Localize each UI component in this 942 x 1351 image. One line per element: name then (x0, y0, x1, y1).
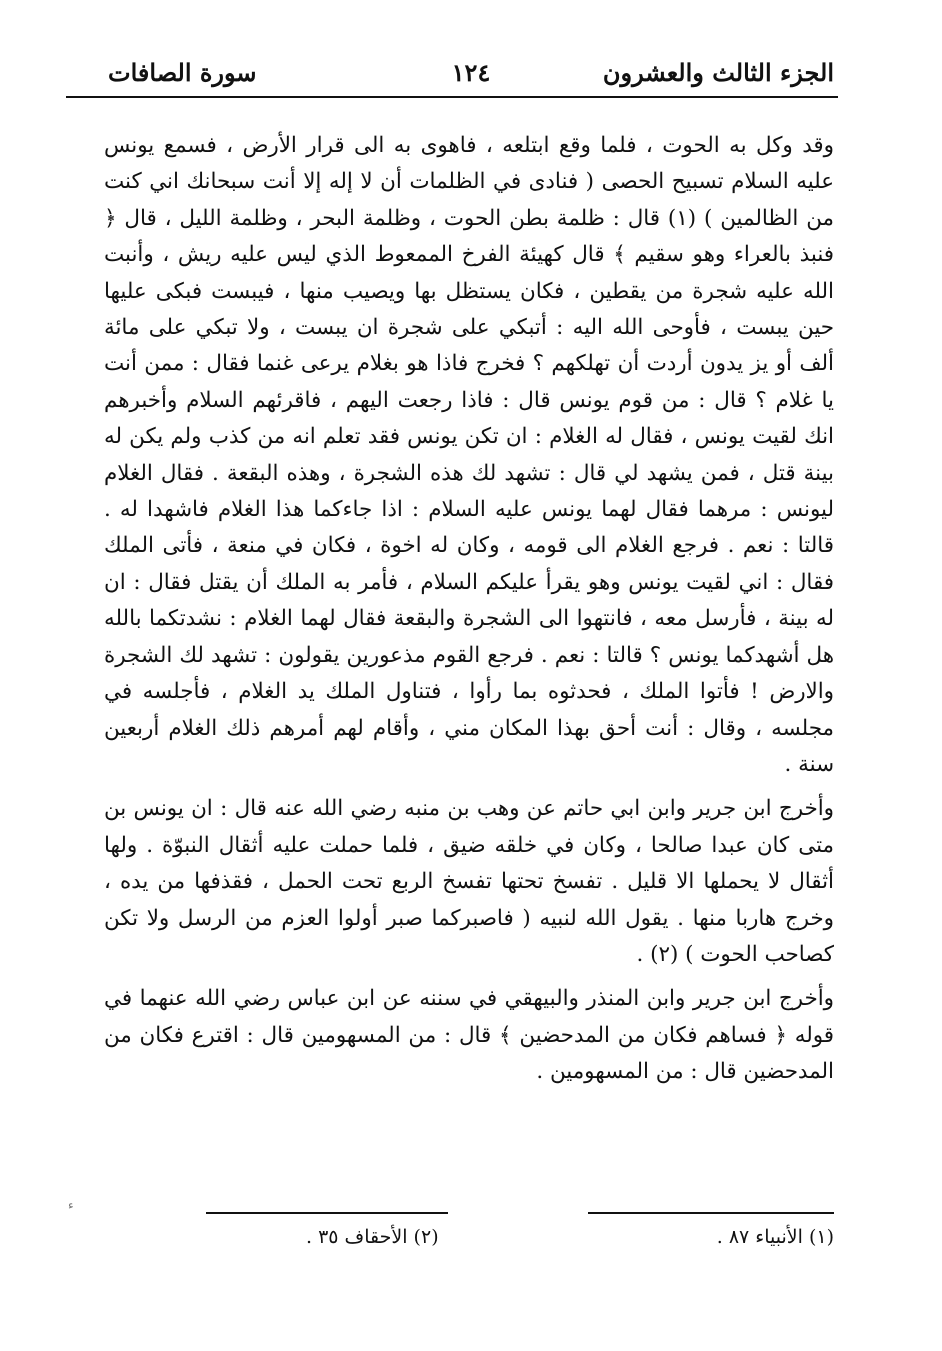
footnote-divider-right (588, 1212, 834, 1214)
paragraph-1: وقد وكل به الحوت ، فلما وقع ابتلعه ، فاهوى به الى قرار الأرض ، فسمع يونس عليه السلام تسبيح الحصى ( فنادى في الظلمات أن لا إله إلا أنت سبحانك اني كنت من الظالمين ) (١) قال : ظلمة بطن الحوت ، وظلمة البحر ، وظلمة الليل ، قال ﴿ فنبذ بالعراء وهو سقيم ﴾ قال كهيئة الفرخ الممعوط الذي ليس عليه ريش ، وأنبت الله عليه شجرة من يقطين ، فكان يستظل بها ويصيب منها ، فيبست فبكى عليها حين يبست ، فأوحى الله اليه : أتبكي على شجرة ان يبست ، ولا تبكي على مائة ألف أو يز يدون أردت أن تهلكهم ؟ فخرج فاذا هو بغلام يرعى غنما فقال : ممن أنت يا غلام ؟ قال : من قوم يونس قال : فاذا رجعت اليهم ، فاقرئهم السلام وأخبرهم انك لقيت يونس ، فقال له الغلام : ان تكن يونس فقد تعلم انه من كذب ولم يكن له بينة قتل ، فمن يشهد لي قال : تشهد لك هذه الشجرة ، وهذه البقعة . فقال الغلام ليونس : مرهما فقال لهما يونس عليه السلام : اذا جاءكما هذا الغلام فاشهدا له . قالتا : نعم . فرجع الغلام الى قومه ، وكان له اخوة ، فكان في منعة ، فأتى الملك فقال : اني لقيت يونس وهو يقرأ عليكم السلام ، فأمر به الملك أن يقتل فقال : ان له بينة ، فأرسل معه ، فانتهوا الى الشجرة والبقعة فقال لهما الغلام : نشدتكما بالله هل أشهدكما يونس ؟ قالتا : نعم . فرجع القوم مذعورين يقولون : تشهد لك الشجرة والارض ! فأتوا الملك ، فحدثوه بما رأوا ، فتناول الملك يد الغلام ، فأجلسه في مجلسه ، وقال : أنت أحق بهذا المكان مني ، وأقام لهم أمرهم ذلك الغلام أربعين سنة . (104, 133, 834, 777)
header-divider (66, 96, 838, 98)
page-number: ١٢٤ (451, 58, 491, 87)
margin-mark: ء (68, 1198, 74, 1212)
paragraph-3: وأخرج ابن جرير وابن المنذر والبيهقي في سننه عن ابن عباس رضي الله عنهما في قوله ﴿ فساهم فكان من المدحضين ﴾ قال : من المسهومين قال : اقترع فكان من المدحضين قال : من المسهومين . (104, 986, 834, 1085)
header-part-title: الجزء الثالث والعشرون (602, 58, 834, 87)
page-header (108, 56, 834, 90)
main-text (104, 128, 834, 1091)
paragraph-2: وأخرج ابن جرير وابن ابي حاتم عن وهب بن منبه رضي الله عنه قال : ان يونس بن متى كان عبدا صالحا ، وكان في خلقه ضيق ، فلما حملت عليه أثقال النبوّة . ولها أثقال لا يحملها الا قليل . تفسخ تحتها تفسخ الربع تحت الحمل ، فقذفها من يده ، وخرج هاربا منها . يقول الله لنبيه ( فاصبركما صبر أولوا العزم من الرسل ولا تكن كصاحب الحوت ) (٢) . (104, 796, 834, 967)
paragraph-gap (104, 973, 834, 981)
footnote-1: (١) الأنبياء ٨٧ . (716, 1226, 834, 1248)
header-surah-title: سورة الصافات (108, 58, 257, 87)
footnote-divider-left (206, 1212, 448, 1214)
footnote-2: (٢) الأحقاف ٣٥ . (306, 1226, 439, 1248)
paragraph-gap (104, 783, 834, 791)
